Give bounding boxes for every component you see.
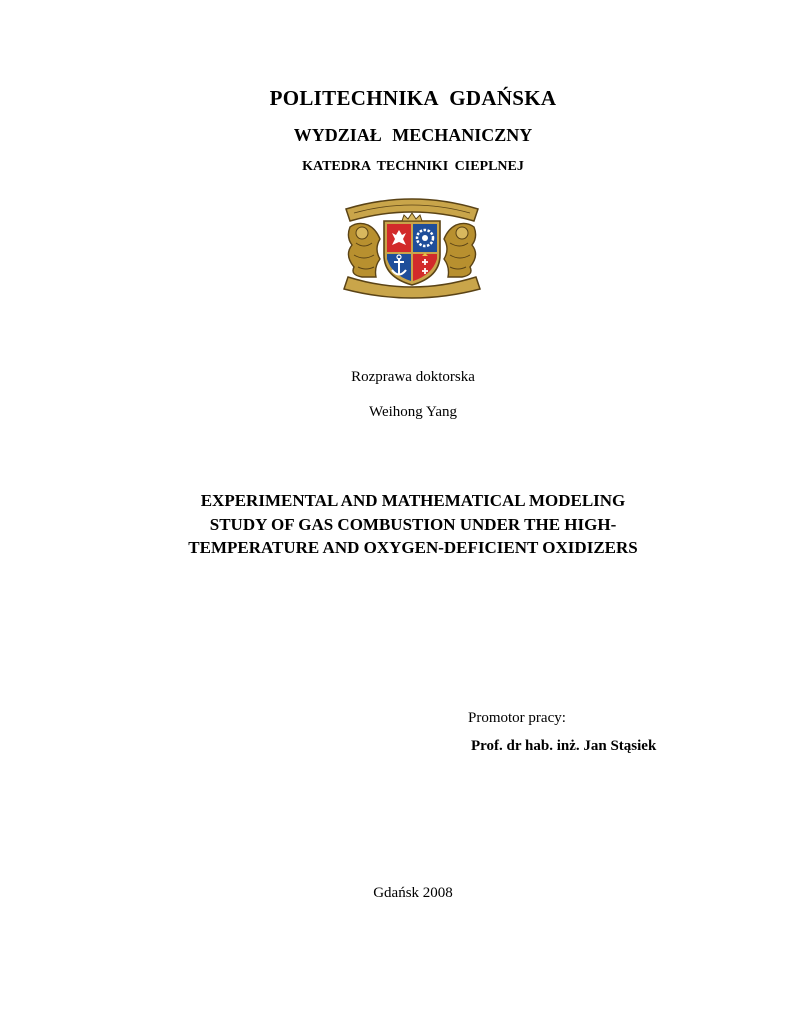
university-crest-icon [340,193,484,299]
university-name: POLITECHNIKA GDAŃSKA [269,86,557,110]
thesis-title [0,489,791,560]
supervisor-name: Prof. dr hab. inż. Jan Stąsiek [471,738,657,754]
department-name: KATEDRA TECHNIKI CIEPLNEJ [302,159,524,174]
thesis-title-line: TEMPERATURE AND OXYGEN-DEFICIENT OXIDIZERS [188,538,638,557]
supervisor-label: Promotor pracy: [468,710,566,726]
faculty-name: WYDZIAŁ MECHANICZNY [293,125,533,145]
thesis-title-line: EXPERIMENTAL AND MATHEMATICAL MODELING [200,491,626,510]
place-and-date: Gdańsk 2008 [373,885,453,901]
thesis-title-line: STUDY OF GAS COMBUSTION UNDER THE HIGH- [209,514,617,534]
author-name: Weihong Yang [369,404,457,420]
document-type: Rozprawa doktorska [351,369,475,385]
